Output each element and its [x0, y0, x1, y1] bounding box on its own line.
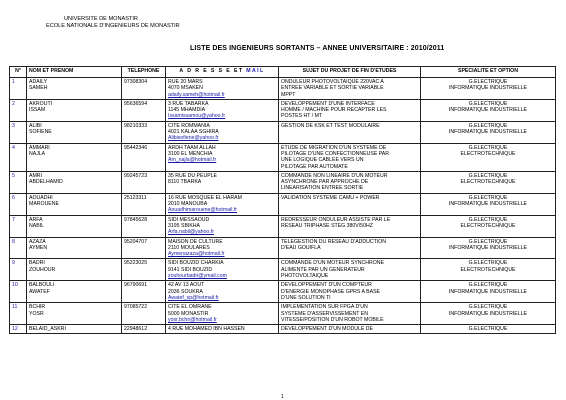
project-cell	[279, 259, 421, 281]
row-number: 6	[10, 193, 27, 215]
email-link[interactable]: adaily.sameh@hotmail.fr	[168, 91, 225, 98]
specialty-line: G.ELECTRIQUE	[468, 79, 508, 85]
specialty-cell	[421, 237, 556, 259]
project-line: ENTREE VARIABLE ET SORTIE VARIABLE	[281, 85, 384, 92]
address-cell	[166, 325, 279, 334]
email-link[interactable]: Aouadhimarouene@hotmail.fr	[168, 207, 237, 214]
first-name: ABDELHAMID	[29, 179, 63, 186]
specialty-line: INFORMATIQUE INDUSTRIELLE	[448, 129, 527, 136]
address-line: 4021 KALAA SGHIRA	[168, 129, 219, 136]
project-line: RESEAU TRIPHASE STEG 380V/50HZ	[281, 222, 373, 229]
specialty-cell	[421, 281, 556, 303]
graduate-name-cell	[27, 237, 122, 259]
project-line: DEVELOPPEMENT D'UNE INTERFACE	[281, 100, 375, 107]
specialty-line: G.ELECTRIQUE	[468, 216, 508, 223]
specialty-line: INFORMATIQUE INDUSTRIELLE	[448, 107, 527, 114]
project-line: D'UNE SOLUTION TI	[281, 294, 331, 301]
project-line: REDRESSEUR ONDULEUR ASSISTE PAR LE	[281, 216, 391, 223]
address-line: CITE EL OMRANE	[168, 304, 212, 311]
table-row	[10, 78, 556, 100]
project-cell	[279, 99, 421, 121]
row-number: 11	[10, 303, 27, 325]
address-line: 42 AV 13 AOUT	[168, 282, 205, 289]
project-line: IMPLEMENTATION SUR FPGA D'UN	[281, 304, 368, 311]
email-link[interactable]: Alibisofiene@yahoo.fr	[168, 135, 219, 142]
project-line: VALIDATION SYSTEME CAMU + POWER	[281, 194, 380, 201]
specialty-cell	[421, 259, 556, 281]
first-name: ISSAM	[29, 107, 46, 114]
specialty-line: INFORMATIQUE INDUSTRIELLE	[448, 244, 527, 251]
row-number: 7	[10, 215, 27, 237]
project-line: MPPT	[281, 91, 296, 98]
project-line: PILOTAGE D'UNE CONFECTIONNEUSE PAR	[281, 150, 390, 157]
graduate-name-cell	[27, 121, 122, 143]
last-name: AMRI	[29, 172, 42, 179]
address-line: 5000 MONASTIR	[168, 310, 209, 317]
table-row	[10, 193, 556, 215]
project-cell	[279, 237, 421, 259]
specialty-cell	[421, 171, 556, 193]
specialty-line: INFORMATIQUE INDUSTRIELLE	[448, 85, 527, 92]
project-line: DEVELOPPEMENT D'UN MODULE DE	[281, 326, 373, 333]
specialty-cell	[421, 325, 556, 334]
address-cell	[166, 171, 279, 193]
email-link[interactable]: Am_najla@hotmail.fr	[168, 157, 217, 164]
email-link[interactable]: Issamissamou@yahoo.fr	[168, 113, 226, 120]
table-row	[10, 171, 556, 193]
specialty-cell	[421, 143, 556, 171]
page-number: 1	[281, 394, 284, 400]
last-name: ARFA	[29, 216, 43, 223]
project-cell	[279, 325, 421, 334]
first-name: MAROUENE	[29, 201, 59, 208]
col-header-address-label: A D R E S S E ET	[179, 68, 247, 74]
phone-number: 95204707	[122, 237, 166, 259]
specialty-line: INFORMATIQUE INDUSTRIELLE	[448, 310, 527, 317]
address-line: CITE ROMMANIA	[168, 122, 210, 129]
project-cell	[279, 303, 421, 325]
document-title: LISTE DES INGENIEURS SORTANTS – ANNEE UNIVERSITAIRE : 2010/2011	[190, 45, 445, 52]
specialty-line: G.ELECTRIQUE	[468, 100, 508, 107]
table-row	[10, 303, 556, 325]
col-header-mail-label: MAIL	[246, 68, 265, 74]
address-line: 4070 MSAKEN	[168, 85, 203, 92]
address-cell	[166, 281, 279, 303]
last-name: AOUADHI	[29, 194, 53, 201]
graduate-name-cell	[27, 303, 122, 325]
address-cell	[166, 237, 279, 259]
phone-number: 22948612	[122, 325, 166, 334]
address-cell	[166, 143, 279, 171]
first-name: SOFIENE	[29, 129, 52, 136]
address-line: 9141 SIDI BOUZID	[168, 266, 213, 273]
project-cell	[279, 193, 421, 215]
specialty-line: ELECTROTECHNIQUE	[460, 222, 516, 229]
specialty-line: INFORMATIQUE INDUSTRIELLE	[448, 201, 527, 208]
first-name: YOSR	[29, 310, 44, 317]
project-line: PILOTAGE PAR AUTOMATE	[281, 163, 348, 170]
project-line: ONDULEUR PHOTOVOLTAIQUE 220VAC A	[281, 79, 384, 85]
graduate-name-cell	[27, 171, 122, 193]
specialty-line: G.ELECTRIQUE	[468, 144, 508, 151]
address-line: 16 RUE MOSQUEE EL HARAM	[168, 194, 242, 201]
last-name: BALBOULI	[29, 282, 55, 289]
graduate-name-cell	[27, 215, 122, 237]
project-line: POSTES HT / MT	[281, 113, 323, 120]
address-line: 3100 EL MENCHIA	[168, 150, 213, 157]
specialty-line: G.ELECTRIQUE	[468, 326, 508, 333]
project-line: ETUDE DE MIGRATION D'UN SYSTEME DE	[281, 144, 387, 151]
address-cell	[166, 99, 279, 121]
address-cell	[166, 78, 279, 100]
email-link[interactable]: yosr.bchir@hotmail.fr	[168, 316, 217, 323]
phone-number: 96790691	[122, 281, 166, 303]
last-name: BELAID_ASKRI	[29, 326, 66, 333]
last-name: AKROUTI	[29, 100, 53, 107]
col-header-num: N°	[10, 67, 27, 78]
project-line: DEVELOPPEMENT D'UN COMPTEUR	[281, 282, 372, 289]
address-cell	[166, 259, 279, 281]
address-line: 35 RUE DU PEUPLE	[168, 172, 218, 179]
email-link[interactable]: Awatef_sp@hotmail.fr	[168, 294, 219, 301]
project-line: LINEARISATION ENTREE SORTIE	[281, 185, 364, 192]
address-line: SIDI MESSAOUD	[168, 216, 210, 223]
last-name: ALIBI	[29, 122, 42, 129]
table-row	[10, 215, 556, 237]
phone-number: 99245723	[122, 171, 166, 193]
project-cell	[279, 78, 421, 100]
specialty-cell	[421, 215, 556, 237]
specialty-line: ELECTROTECHNIQUE	[460, 150, 516, 157]
project-line: COMMANDE NON LINEAIRE D'UN MOTEUR	[281, 172, 388, 179]
graduate-name-cell	[27, 143, 122, 171]
specialty-cell	[421, 121, 556, 143]
phone-number: 97085722	[122, 303, 166, 325]
first-name: NAJLA	[29, 150, 46, 157]
graduate-name-cell	[27, 259, 122, 281]
phone-number: 95636594	[122, 99, 166, 121]
email-link[interactable]: zouhourbadri@ymail.com	[168, 273, 227, 280]
graduates-table	[9, 66, 556, 334]
graduate-name-cell	[27, 281, 122, 303]
address-cell	[166, 121, 279, 143]
address-line: RUE 20 MARS	[168, 79, 203, 85]
specialty-line: ELECTROTECHNIQUE	[460, 179, 516, 186]
email-link[interactable]: Arfa.nabil@yahoo.fr	[168, 229, 214, 236]
table-row	[10, 143, 556, 171]
col-header-phone: TELEPHONE	[122, 67, 166, 78]
address-line: ARDH TAAM ALLAH	[168, 144, 216, 151]
table-row	[10, 325, 556, 334]
specialty-line: G.ELECTRIQUE	[468, 282, 508, 289]
row-number: 2	[10, 99, 27, 121]
email-link[interactable]: Aymenazaza@hotmail.fr	[168, 251, 225, 258]
specialty-line: G.ELECTRIQUE	[468, 238, 508, 245]
phone-number: 25123311	[122, 193, 166, 215]
specialty-line: G.ELECTRIQUE	[468, 260, 508, 267]
row-number: 10	[10, 281, 27, 303]
address-line: 4 RUE MOHAMED IBN HASSEN	[168, 326, 245, 333]
phone-number: 95442346	[122, 143, 166, 171]
table-row	[10, 99, 556, 121]
last-name: BADRI	[29, 260, 45, 267]
row-number: 3	[10, 121, 27, 143]
project-line: D'ENERGIE MONOPHASE GPRS A BASE	[281, 288, 381, 295]
last-name: BCHIR	[29, 304, 46, 311]
project-cell	[279, 281, 421, 303]
project-line: VITESSE/POSITION D'UN ROBOT MOBILE	[281, 316, 384, 323]
graduate-name-cell	[27, 78, 122, 100]
table-body	[10, 78, 556, 334]
phone-number: 98210333	[122, 121, 166, 143]
row-number: 12	[10, 325, 27, 334]
address-line: 2036 SOUKRA	[168, 288, 203, 295]
specialty-line: G.ELECTRIQUE	[468, 304, 508, 311]
table-row	[10, 237, 556, 259]
graduate-name-cell	[27, 325, 122, 334]
address-line: 2110 MOULARES	[168, 244, 210, 251]
address-line: SIDI BOUZID CHARKIA	[168, 260, 224, 267]
phone-number: 95223025	[122, 259, 166, 281]
specialty-line: G.ELECTRIQUE	[468, 194, 508, 201]
row-number: 9	[10, 259, 27, 281]
row-number: 1	[10, 78, 27, 100]
university-name: UNIVERSITE DE MONASTIR	[64, 16, 138, 22]
address-line: 8110 TBARKA	[168, 179, 202, 186]
table-header-row	[10, 67, 556, 78]
address-cell	[166, 193, 279, 215]
first-name: ZOUHOUR	[29, 266, 56, 273]
graduate-name-cell	[27, 193, 122, 215]
school-name: ECOLE NATIONALE D'INGENIEURS DE MONASTIR	[46, 23, 180, 29]
project-line: SYSTEME D'ASSERVISSEMENT EN	[281, 310, 368, 317]
project-line: TELEGESTION DU RESEAU D'ADDUCTION	[281, 238, 387, 245]
last-name: AZAZA	[29, 238, 46, 245]
table-row	[10, 121, 556, 143]
address-line: 3 RUE TABARKA	[168, 100, 209, 107]
project-line: COMMANDE D'UN MOTEUR SYNCHRONE	[281, 260, 385, 267]
row-number: 5	[10, 171, 27, 193]
row-number: 4	[10, 143, 27, 171]
row-number: 8	[10, 237, 27, 259]
project-cell	[279, 121, 421, 143]
table-row	[10, 259, 556, 281]
address-line: 1145 MHAMDIA	[168, 107, 206, 114]
address-line: 3195 SBIKHA	[168, 222, 201, 229]
last-name: AMMARI	[29, 144, 50, 151]
first-name: SAMEH	[29, 85, 48, 92]
specialty-line: G.ELECTRIQUE	[468, 122, 508, 129]
specialty-cell	[421, 303, 556, 325]
first-name: AWATEF	[29, 288, 50, 295]
address-line: 2010 MANOUBA	[168, 201, 208, 208]
project-line: UNE LOGIQUE CABLEE VERS UN	[281, 157, 364, 164]
last-name: ADAILY	[29, 79, 48, 85]
project-line: ALIMENTE PAR UN GENERATEUR	[281, 266, 365, 273]
first-name: NABIL	[29, 222, 44, 229]
col-header-name: NOM ET PRENOM	[27, 67, 122, 78]
specialty-line: G.ELECTRIQUE	[468, 172, 508, 179]
specialty-line: ELECTROTECHNIQUE	[460, 266, 516, 273]
specialty-cell	[421, 193, 556, 215]
col-header-specialty: SPECIALITE ET OPTION	[421, 67, 556, 78]
project-cell	[279, 143, 421, 171]
col-header-address	[166, 67, 279, 78]
project-cell	[279, 171, 421, 193]
project-line: PHOTOVOLTAIQUE	[281, 273, 329, 280]
specialty-line: INFORMATIQUE INDUSTRIELLE	[448, 288, 527, 295]
specialty-cell	[421, 99, 556, 121]
project-line: GESTION DE KSK ET TEST MODULAIRE	[281, 122, 380, 129]
address-line: MAISON DE CULTURE	[168, 238, 223, 245]
project-line: ASYNCHRONE PAR APPROCHE DE	[281, 179, 369, 186]
first-name: AYMEN	[29, 244, 48, 251]
project-line: D'EAU GOUIFLA	[281, 244, 321, 251]
phone-number: 97308304	[122, 78, 166, 100]
project-cell	[279, 215, 421, 237]
address-cell	[166, 215, 279, 237]
address-cell	[166, 303, 279, 325]
project-line: HOMME / MACHINE POUR RECAPTER LES	[281, 107, 387, 114]
col-header-project: SUJET DU PROJET DE FIN D'ETUDES	[279, 67, 421, 78]
phone-number: 97845628	[122, 215, 166, 237]
specialty-cell	[421, 78, 556, 100]
table-row	[10, 281, 556, 303]
graduate-name-cell	[27, 99, 122, 121]
